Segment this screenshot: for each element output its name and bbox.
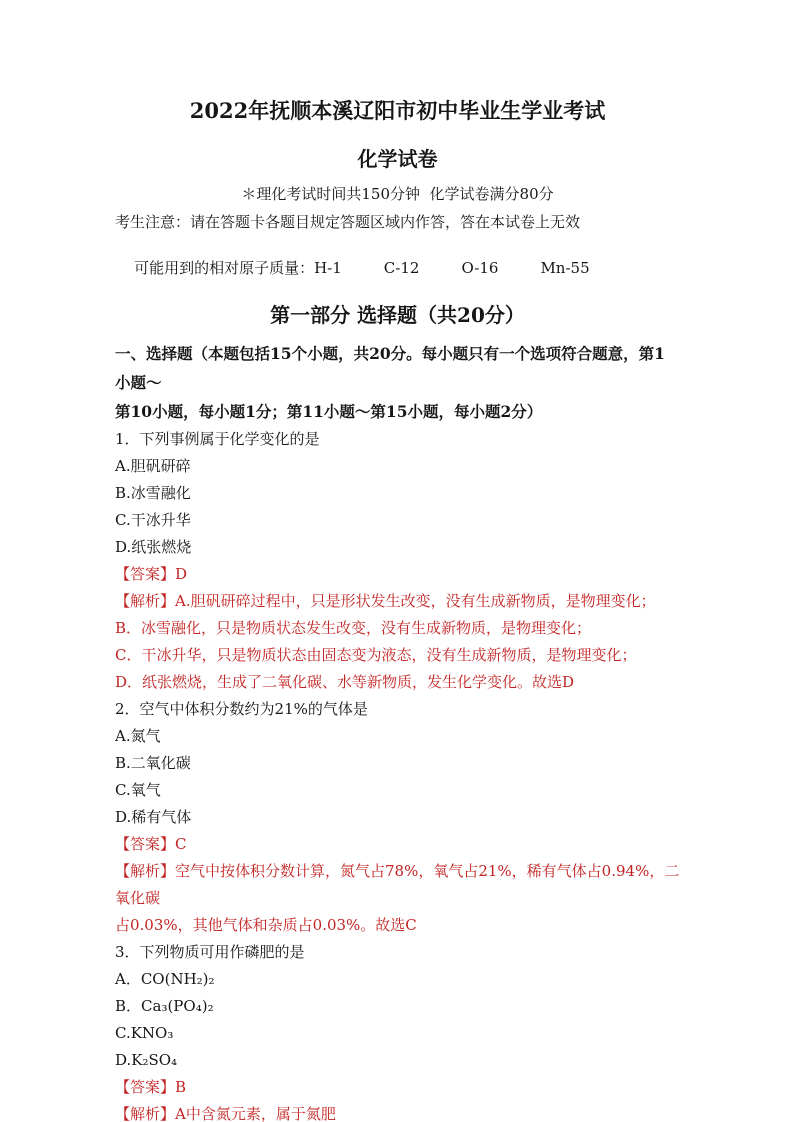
atomic-mass-item: O-16 bbox=[461, 259, 499, 277]
question-analysis bbox=[115, 858, 680, 939]
analysis-line: B．冰雪融化，只是物质状态发生改变，没有生成新物质，是物理变化； bbox=[115, 619, 592, 637]
atomic-mass-item: H-1 bbox=[314, 259, 342, 277]
question-stem: 2．空气中体积分数约为21%的气体是 bbox=[115, 700, 368, 718]
question-stem: 1．下列事例属于化学变化的是 bbox=[115, 430, 320, 448]
atomic-mass-item: Mn-55 bbox=[540, 259, 590, 277]
option-line: B.冰雪融化 bbox=[115, 484, 191, 502]
analysis-line: 占0.03%，其他气体和杂质占0.03%。故选C bbox=[115, 916, 417, 934]
option-line: C.氧气 bbox=[115, 781, 161, 799]
atomic-mass-item: C-12 bbox=[383, 259, 420, 277]
candidate-notice: 考生注意：请在答题卡各题目规定答题区域内作答，答在本试卷上无效 bbox=[115, 213, 581, 231]
atomic-mass-items bbox=[314, 259, 590, 277]
answer-line: 【答案】B bbox=[115, 1078, 187, 1096]
analysis-line: C．干冰升华，只是物质状态由固态变为液态，没有生成新物质，是物理变化； bbox=[115, 646, 637, 664]
answer-line: 【答案】C bbox=[115, 835, 187, 853]
exam-subtitle: 化学试卷 bbox=[357, 147, 438, 171]
section-title: 第一部分 选择题（共20分） bbox=[270, 303, 525, 327]
question-block bbox=[115, 696, 680, 939]
section-instructions bbox=[115, 339, 680, 426]
question-options bbox=[115, 723, 680, 831]
option-line: D.纸张燃烧 bbox=[115, 538, 192, 556]
option-line: C.KNO₃ bbox=[115, 1024, 174, 1042]
question-block bbox=[115, 939, 680, 1122]
option-line: D.K₂SO₄ bbox=[115, 1051, 178, 1069]
analysis-line: 【解析】空气中按体积分数计算，氮气占78%，氧气占21%，稀有气体占0.94%，二氧化碳 bbox=[115, 862, 680, 907]
option-line: D.稀有气体 bbox=[115, 808, 192, 826]
questions-container bbox=[115, 426, 680, 1122]
question-options bbox=[115, 966, 680, 1074]
question-stem: 3．下列物质可用作磷肥的是 bbox=[115, 943, 305, 961]
option-line: C.干冰升华 bbox=[115, 511, 191, 529]
question-analysis bbox=[115, 1101, 680, 1122]
option-line: A．CO(NH₂)₂ bbox=[115, 970, 215, 988]
option-line: A.胆矾研碎 bbox=[115, 457, 191, 475]
option-line: A.氮气 bbox=[115, 727, 161, 745]
question-block bbox=[115, 426, 680, 696]
answer-line: 【答案】D bbox=[115, 565, 188, 583]
option-line: B.二氧化碳 bbox=[115, 754, 191, 772]
analysis-line: D．纸张燃烧，生成了二氧化碳、水等新物质，发生化学变化。故选D bbox=[115, 673, 575, 691]
instructions-line: 第10小题，每小题1分；第11小题～第15小题，每小题2分） bbox=[115, 402, 543, 421]
atomic-mass-label: 可能用到的相对原子质量： bbox=[134, 259, 315, 277]
exam-title: 2022年抚顺本溪辽阳市初中毕业生学业考试 bbox=[189, 98, 606, 123]
instructions-line: 一、选择题（本题包括15个小题，共20分。每小题只有一个选项符合题意，第1小题～ bbox=[115, 344, 665, 392]
atomic-mass-line bbox=[115, 238, 680, 298]
question-analysis bbox=[115, 588, 680, 696]
exam-duration-note: ＊理化考试时间共150分钟 化学试卷满分80分 bbox=[241, 185, 554, 203]
question-options bbox=[115, 453, 680, 561]
option-line: B．Ca₃(PO₄)₂ bbox=[115, 997, 214, 1015]
analysis-line: 【解析】A.胆矾研碎过程中，只是形状发生改变，没有生成新物质，是物理变化； bbox=[115, 592, 656, 610]
analysis-line: 【解析】A中含氮元素，属于氮肥 bbox=[115, 1105, 336, 1122]
